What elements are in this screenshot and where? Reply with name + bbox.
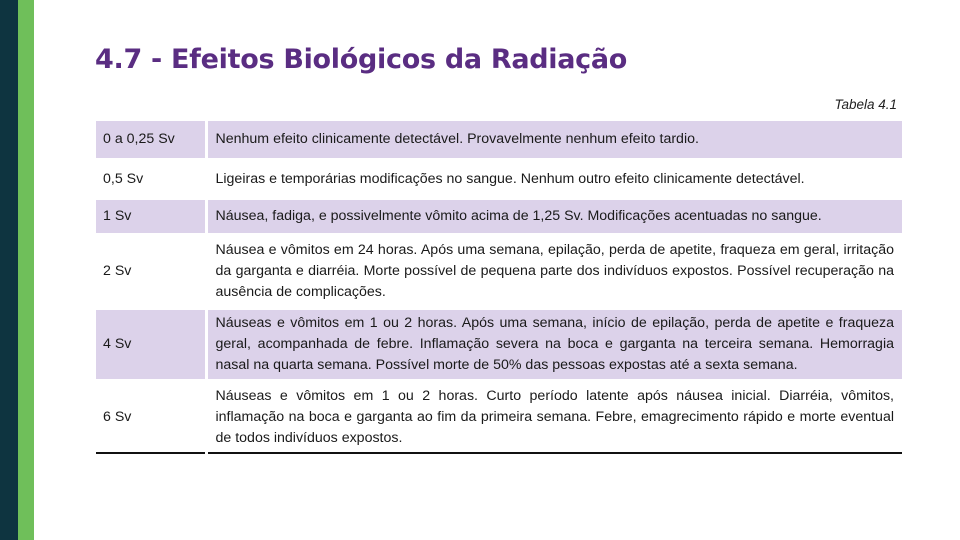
effect-cell: Náusea e vômitos em 24 horas. Após uma semana, epilação, perda de apetite, fraqueza em geral, irritação da garganta e diarréia. Morte possível de pequena parte dos indivíduos expostos. Possível recuperação na ausência de complicações. (206, 235, 902, 308)
table-row (96, 198, 902, 235)
left-dark-stripe (0, 0, 18, 540)
table-row (96, 121, 902, 160)
page-title: 4.7 - Efeitos Biológicos da Radiação (95, 44, 628, 75)
effect-cell: Ligeiras e temporárias modificações no sangue. Nenhum outro efeito clinicamente detectável. (206, 160, 902, 198)
dose-cell: 1 Sv (96, 198, 206, 235)
effect-cell: Náuseas e vômitos em 1 ou 2 horas. Após uma semana, início de epilação, perda de apetite e fraqueza geral, acompanhada de febre. Inflamação severa na boca e garganta na terceira semana. Hemorragia nasal na quarta semana. Possível morte de 50% das pessoas expostas até a sexta semana. (206, 308, 902, 381)
table-row (96, 235, 902, 308)
dose-cell: 0,5 Sv (96, 160, 206, 198)
table-row (96, 160, 902, 198)
dose-cell: 4 Sv (96, 308, 206, 381)
dose-cell: 6 Sv (96, 381, 206, 453)
effect-cell: Nenhum efeito clinicamente detectável. Provavelmente nenhum efeito tardio. (206, 121, 902, 160)
table-caption: Tabela 4.1 (834, 97, 897, 112)
effect-cell: Náuseas e vômitos em 1 ou 2 horas. Curto período latente após náusea inicial. Diarréia, vômitos, inflamação na boca e garganta ao fim da primeira semana. Febre, emagrecimento rápido e morte eventual de todos indivíduos expostos. (206, 381, 902, 453)
dose-cell: 0 a 0,25 Sv (96, 121, 206, 160)
table-row (96, 381, 902, 453)
effect-cell: Náusea, fadiga, e possivelmente vômito acima de 1,25 Sv. Modificações acentuadas no sangue. (206, 198, 902, 235)
dose-cell: 2 Sv (96, 235, 206, 308)
table-row (96, 308, 902, 381)
left-green-stripe (18, 0, 34, 540)
radiation-effects-table (96, 121, 902, 454)
